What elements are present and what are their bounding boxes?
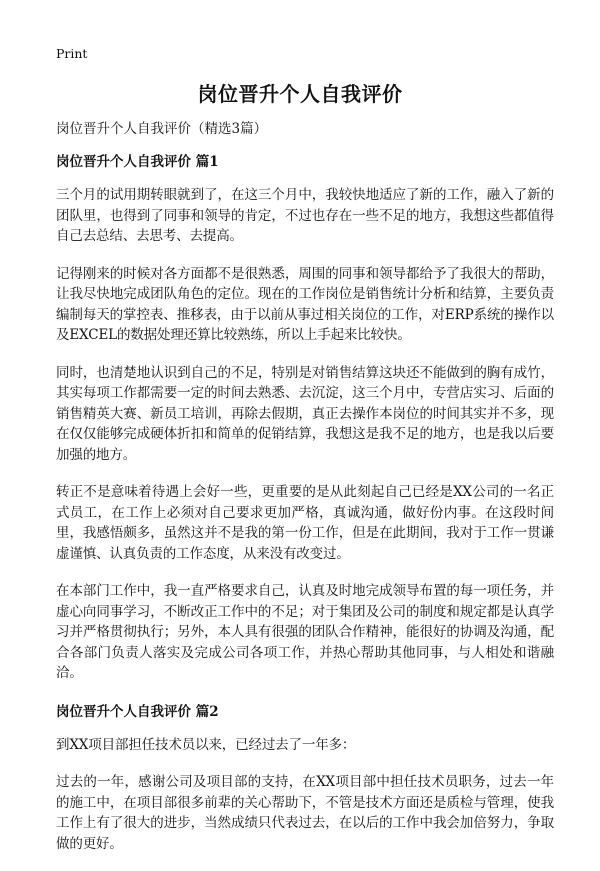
paragraph: 到XX项目部担任技术员以来，已经过去了一年多： [56,736,356,753]
section-1 [56,151,554,684]
document-subtitle: 岗位晋升个人自我评价（精选3篇） [56,121,268,137]
paragraph: 在本部门工作中，我一直严格要求自己，认真及时地完成领导布置的每一项任务，并虚心向同事学习，不断改正工作中的不足；对于集团及公司的制度和规定都是认真学习并严格贯彻执行；另外，本人具有很强的团队合作精神，能很好的协调及沟通，配合各部门负责人落实及完成公司各项工作，并热心帮助其他同事，与人相处和谐融洽。 [56,583,554,681]
document-body [56,118,554,871]
section-heading: 岗位晋升个人自我评价 篇1 [56,154,219,170]
paragraph: 过去的一年，感谢公司及项目部的支持，在XX项目部中担任技术员职务，过去一年的施工中，在项目部很多前辈的关心帮助下，不管是技术方面还是质检与管理，使我工作上有了很大的进步，当然成绩只代表过去，在以后的工作中我会加倍努力，争取做的更好。 [56,774,554,852]
print-link[interactable]: Print [56,46,88,61]
page-title: 岗位晋升个人自我评价 [197,82,403,106]
section-2 [56,701,554,855]
section-heading: 岗位晋升个人自我评价 篇2 [56,703,219,720]
paragraph: 同时，也清楚地认识到自己的不足，特别是对销售结算这块还不能做到的胸有成竹，其实每项工作都需要一定的时间去熟悉、去沉淀，这三个月中，专营店实习、后面的销售精英大赛、新员工培训，再除去假期，真正去操作本岗位的时间其实并不多，现在仅仅能够完成硬体折扣和简单的促销结算，我想这是我不足的地方，也是我以后要加强的地方。 [56,364,554,463]
paragraph: 记得刚来的时候对各方面都不是很熟悉，周围的同事和领导都给予了我很大的帮助，让我尽快地完成团队角色的定位。现在的工作岗位是销售统计分析和结算，主要负责编制每天的掌控表、推移表，由于以前从事过相关岗位的工作，对ERP系统的操作以及EXCEL的数据处理还算比较熟练，所以上手起来比较快。 [56,265,554,343]
paragraph: 三个月的试用期转眼就到了，在这三个月中，我较快地适应了新的工作，融入了新的团队里，也得到了同事和领导的肯定，不过也存在一些不足的地方，我想这些都值得自己去总结、去思考、去提高。 [56,187,554,244]
paragraph: 转正不是意味着待遇上会好一些，更重要的是从此刻起自己已经是XX公司的一名正式员工，在工作上必须对自己要求更加严格，真诚沟通，做好份内事。在这段时间里，我感悟颇多，虽然这并不是我的第一份工作，但是在此期间，我对于工作一贯谦虚谨慎、认真负责的工作态度，从来没有改变过。 [56,484,554,562]
